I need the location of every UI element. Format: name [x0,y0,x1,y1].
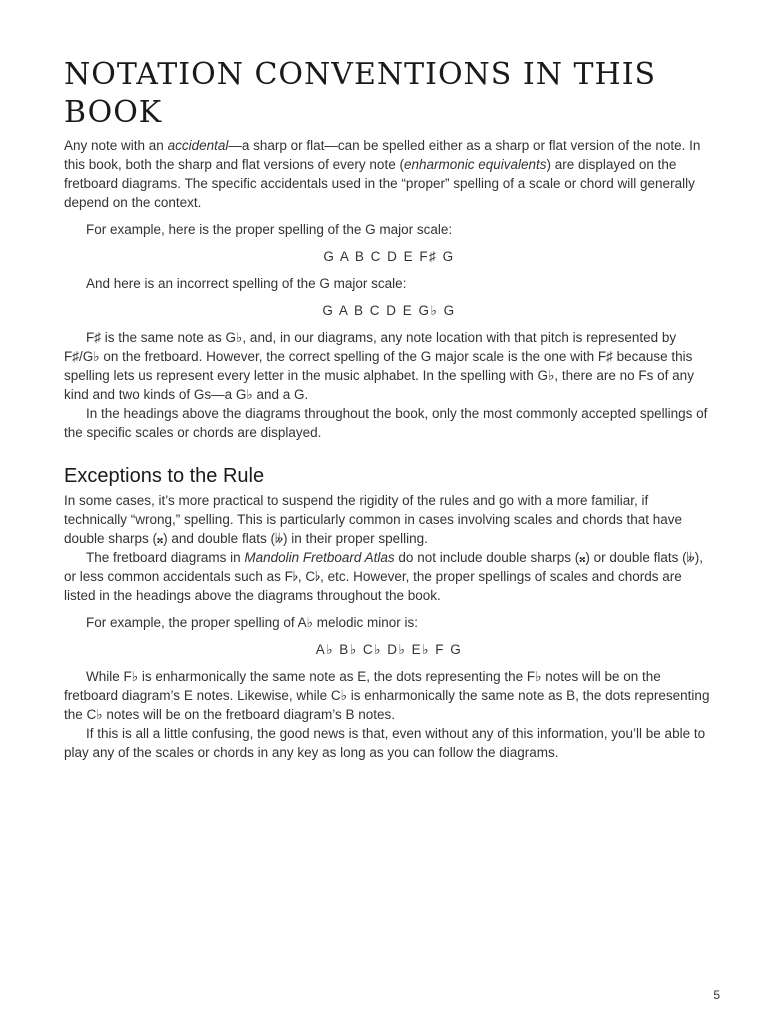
book-title: Mandolin Fretboard Atlas [244,550,395,565]
exceptions-heading: Exceptions to the Rule [64,465,265,487]
closing-paragraph: If this is all a little confusing, the good news is that, even without any of this information, you’ll be able to play any of the scales or chords in any key as long as you can follow the diagrams. [64,726,706,760]
section-title: NOTATION CONVENTIONS IN THIS BOOK [64,57,657,130]
accidental-term: accidental [167,138,229,153]
enharmonic-paragraph: F♯ is the same note as G♭, and, in our diagrams, any note location with that pitch is represented by F♯/G♭ on the fretboard. However, the correct spelling of the G major scale is the one with F♯ because this spelling lets us represent every letter in the music alphabet. In the spelling with G♭, there are no Fs of any kind and two kinds of Gs—a G♭ and a G. [64,330,694,402]
proper-spelling-intro: For example, here is the proper spelling of the G major scale: [86,222,453,237]
enharmonic-dots-paragraph: While F♭ is enharmonically the same note as E, the dots representing the F♭ notes will be on the fretboard diagram’s E notes. Likewise, while C♭ is enharmonically the same note as B, the dots representing the C♭ notes will be on the fretboard diagram’s B notes. [64,669,710,722]
intro-paragraph: Any note with an accidental—a sharp or flat—can be spelled either as a sharp or flat version of the note. In this book, both the sharp and flat versions of every note (enharmonic equivalents) are displayed on the fretboard diagrams. The specific accidentals used in the “proper” spelling of a scale or chord will generally depend on the context. [64,138,701,210]
ab-melodic-minor-spelling: A♭ B♭ C♭ D♭ E♭ F G [315,642,463,657]
g-major-proper-spelling: G A B C D E F♯ G [323,249,455,264]
enharmonic-term: enharmonic equivalents [403,157,547,172]
melodic-minor-intro: For example, the proper spelling of A♭ melodic minor is: [86,615,419,630]
headings-paragraph: In the headings above the diagrams throughout the book, only the most commonly accepted spellings of the specific scales or chords are displayed. [64,406,708,440]
fretboard-diagrams-paragraph: The fretboard diagrams in Mandolin Fretboard Atlas do not include double sharps (𝄪) or double flats (𝄫), or less common accidentals such as F♭, C♭, etc. However, the proper spellings of scales and chords are listed in the headings above the diagrams throughout the book. [64,550,704,603]
exceptions-paragraph: In some cases, it’s more practical to suspend the rigidity of the rules and go with a more familiar, if technically “wrong,” spelling. This is particularly common in cases involving scales and chords that have double sharps (𝄪) and double flats (𝄫) in their proper spelling. [64,493,683,546]
page-number: 5 [713,988,720,1002]
g-major-incorrect-spelling: G A B C D E G♭ G [322,303,456,318]
incorrect-spelling-intro: And here is an incorrect spelling of the G major scale: [86,276,407,291]
page-content [64,56,714,762]
